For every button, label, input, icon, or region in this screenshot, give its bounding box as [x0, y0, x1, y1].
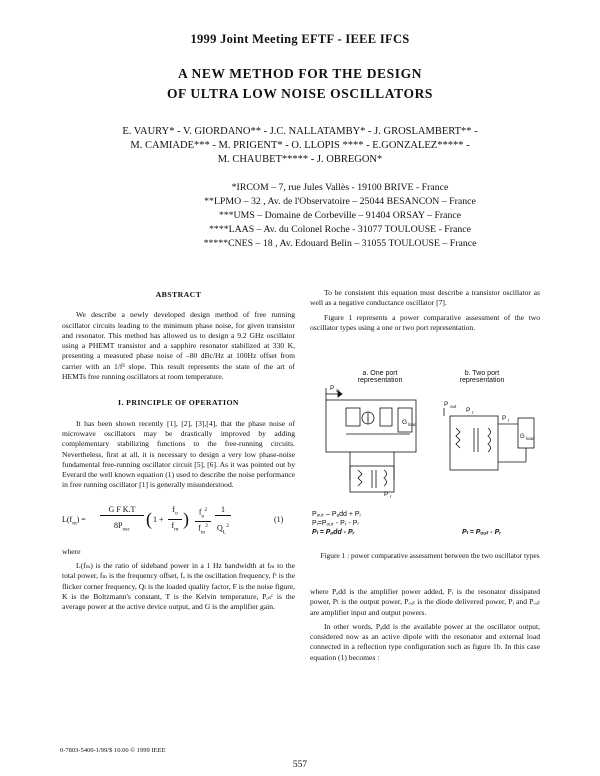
equation-lhs: $L(f_m)$ =: [62, 514, 86, 527]
paper-title-line1: A NEW METHOD FOR THE DESIGN: [177, 66, 423, 81]
svg-text:load: load: [408, 422, 417, 427]
author-line: M. CAMIADE*** - M. PRIGENT* - O. LLOPIS **** - E.GONZALEZ***** -: [130, 140, 470, 151]
figure-equation-b: Pₗ = Pₒᵤₜ - Pᵣ: [462, 529, 502, 536]
svg-text:r: r: [472, 410, 474, 415]
resonator-label-a: P: [384, 491, 389, 498]
right-column-top: [310, 288, 540, 337]
section1-paragraph: It has been shown recently [1], [2], [3],[4], that the phase noise of microwave oscillators may be drastically improved by adding complementary stabilizing functions to the free-running circuits. Nevertheless, first at all, it is necessary to design a very low phase-noise fundamental free-running oscillator circuit [5], [6]. As it was pointed out by Everard the well known equation (1) used to describe the noise performance in free running oscillator [1] is generally misunderstood.: [62, 418, 295, 490]
right-paragraph: where Pₐdd is the amplifier power added, Pᵣ is the resonator dissipated power, Pₗ is the output power, Pₒᵤₜ is the diode delivered power, Pᵢ and Pₒᵤₜ are amplifier input and output powers.: [310, 587, 540, 617]
output-label-b: P: [502, 415, 507, 422]
section1-definitions: L(fₘ) is the ratio of sideband power in a 1 Hz bandwidth at fₘ to the total power, fₘ is the frequency offset, fₒ is the oscillation frequency, fᶜ is the flicker corner frequency, Qₗ is the loaded quality factor, F is the noise figure, K is the Boltzmann's constant, T is the Kelvin temperature, Pₒₛᶜ is the average power at the active device output, and G is the amplifier gain.: [62, 561, 295, 612]
resonator-label-b: P: [466, 407, 471, 414]
affiliation-line: *IRCOM – 7, rue Jules Vallès - 19100 BRIVE - France: [231, 182, 449, 193]
svg-text:in: in: [336, 388, 340, 393]
figure-equation: Pᵢ=Pₒᵤₜ - Pᵣ - Pₗ: [312, 520, 359, 527]
right-paragraph: In other words, Pₐdd is the available power at the oscillator output, considered now as an active dipole with the resonator and external load connected in a reflection type configuration such as figure 1b. In this case equation (1) becomes :: [310, 621, 540, 662]
svg-text:load: load: [526, 436, 535, 441]
figure-equations-a: [312, 510, 432, 537]
equation-fm: $f_m$: [171, 520, 179, 533]
load-label-a: G: [402, 419, 408, 426]
equation-fo-squared: $f_o^2$: [195, 505, 211, 523]
abstract-heading: ABSTRACT: [155, 290, 202, 299]
equation-denominator: $8P_{osc}$: [114, 520, 130, 533]
load-resistor-b: [518, 418, 534, 448]
affiliation-line: *****CNES – 18 , Av. Edouard Belin – 31055 TOULOUSE – France: [203, 238, 477, 249]
left-column: [62, 290, 295, 617]
figure-equation: Pₗ = Pₐdd - Pᵣ: [312, 529, 355, 536]
right-paragraph: Figure 1 represents a power comparative assessment of the two oscillator types using a one or two port representation.: [310, 312, 540, 332]
power-out-label-b: P: [444, 401, 449, 408]
figure-1-caption: Figure 1 : power comparative assessment between the two oscillator types: [320, 551, 540, 560]
affiliation-line: ****LAAS – Av. du Colonel Roche - 31077 TOULOUSE - France: [209, 224, 471, 235]
figure-label-two-port: b. Two port representation: [459, 370, 505, 384]
input-label-a: P: [330, 385, 335, 392]
equation-1: [62, 501, 295, 543]
paper-title-line2: OF ULTRA LOW NOISE OSCILLATORS: [166, 86, 434, 101]
equation-fo: $f_o$: [168, 505, 182, 520]
page-number: 557: [292, 760, 308, 770]
affiliation-list: [130, 181, 550, 251]
paren-open: (: [146, 508, 152, 529]
equation-fm-squared: $f_m^2$: [198, 522, 208, 535]
svg-text:r: r: [390, 494, 392, 499]
copyright-notice: 0-7803-5400-1/99/$ 10.00 © 1999 IEEE: [60, 747, 166, 754]
affiliation-line: ***UMS – Domaine de Corbeville – 91404 ORSAY – France: [218, 210, 462, 221]
svg-text:l: l: [508, 418, 509, 423]
author-line: E. VAURY* - V. GIORDANO** - J.C. NALLATAMBY* - J. GROSLAMBERT** -: [122, 126, 478, 137]
figure-1-diagram: [310, 368, 542, 518]
author-line: M. CHAUBET***** - J. OBREGON*: [217, 154, 383, 165]
where-label: where: [62, 546, 81, 556]
author-list: [60, 125, 540, 167]
section-heading: I. PRINCIPLE OF OPERATION: [118, 398, 239, 408]
conference-title: 1999 Joint Meeting EFTF - IEEE IFCS: [190, 32, 410, 46]
svg-text:out: out: [450, 404, 457, 409]
load-label-b: G: [520, 434, 525, 440]
figure-label-one-port: a. One port representation: [357, 370, 403, 384]
equation-one-plus: 1 +: [153, 514, 164, 524]
equation-one: 1: [215, 505, 231, 516]
right-paragraph: To be consistent this equation must describe a transistor oscillator as well as a negative conductance oscillator [7].: [310, 288, 540, 308]
affiliation-line: **LPMO – 32 , Av. de l'Observatoire – 25044 BESANCON – France: [204, 196, 476, 207]
figure-equation: Pₒᵤₜ – Pₐdd + Pᵢ: [312, 511, 361, 518]
right-column-bottom: [310, 587, 540, 667]
equation-q-squared: $Q_L^2$: [217, 522, 229, 535]
paren-close: ): [183, 508, 189, 529]
equation-numerator: G F K.T: [100, 505, 144, 516]
equation-number: (1): [274, 514, 284, 524]
abstract-text: We describe a newly developed design method of free running oscillator circuits leading to the minimum phase noise, for given transistor and resonator. This method has allowed us to design a 9.2 GHz oscillator using a PHEMT transistor and a sapphire resonator stabilized at 330 K, presenting a measured phase noise of –80 dBc/Hz at 100Hz offset from carrier with an 1/f³ slope. This result represents the state of the art of HEMTs free running oscillators at room temperature.: [62, 310, 295, 382]
